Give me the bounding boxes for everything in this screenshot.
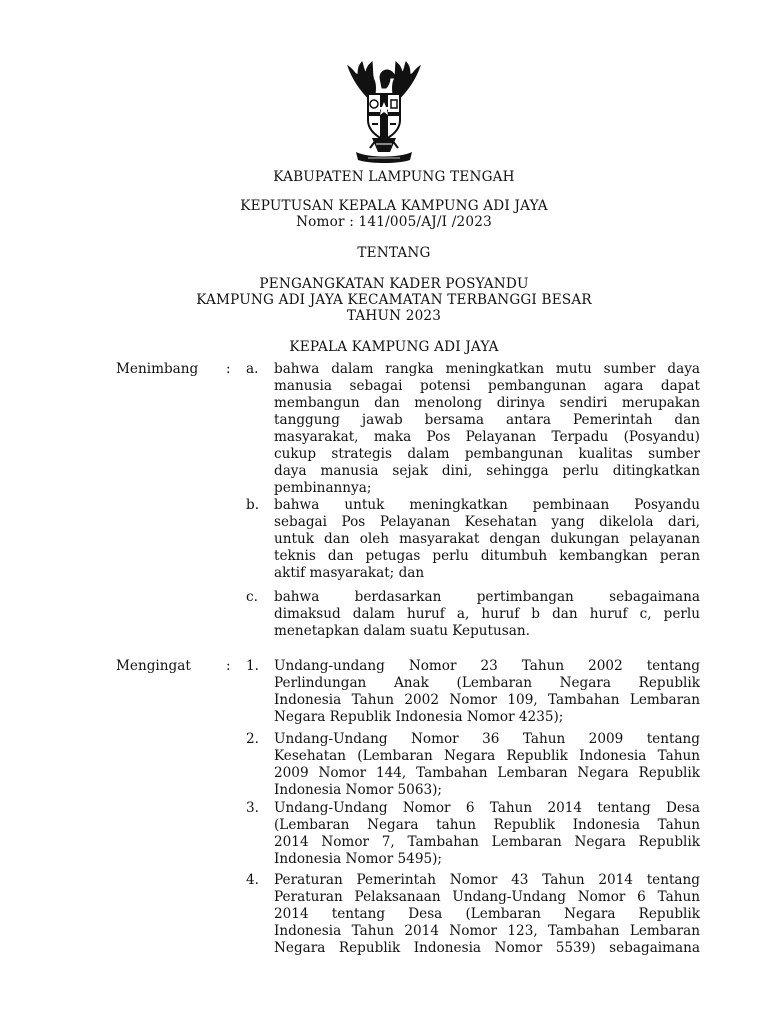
text-line: Undang-Undang Nomor 6 Tahun 2014 tentang Desa [274, 800, 700, 816]
mengingat-marker-3: 3. [246, 800, 259, 816]
mengingat-item-1 [274, 658, 700, 709]
mengingat-item-4 [274, 872, 700, 957]
mengingat-marker-4: 4. [246, 872, 259, 888]
text-line: menetapkan dalam suatu Keputusan. [274, 623, 530, 639]
text-line: aktif masyarakat; dan [274, 565, 425, 581]
text-line: Indonesia Tahun 2002 Nomor 109, Tambahan Lembaran [274, 692, 700, 708]
text-line: 2014 Nomor 7, Tambahan Lembaran Negara Republik [274, 834, 700, 850]
text-line: membangun dan menolong dirinya sendiri merupakan [274, 395, 700, 411]
mengingat-marker-1: 1. [246, 658, 259, 674]
menimbang-marker-a: a. [246, 361, 259, 377]
text-line: masyarakat, maka Pos Pelayanan Terpadu (Posyandu) [274, 429, 700, 445]
text-line: bahwa dalam rangka meningkatkan mutu sumber daya [274, 361, 700, 377]
text-line: cukup strategis dalam pembangunan kualitas sumber [274, 446, 700, 462]
text-line: daya manusia sejak dini, sehingga perlu ditingkatkan [274, 463, 700, 479]
text-line: sebagai Pos Pelayanan Kesehatan yang dikelola dari, [274, 514, 700, 530]
subject-line-1: PENGANGKATAN KADER POSYANDU [259, 276, 529, 292]
mengingat-item-1-end [274, 709, 700, 726]
mengingat-colon: : [226, 658, 231, 674]
menimbang-item-c-end [274, 623, 700, 640]
mengingat-item-3-end [274, 851, 700, 868]
menimbang-colon: : [226, 361, 231, 377]
text-line: tanggung jawab bersama antara Pemerintah dan [274, 412, 700, 428]
issuer-heading: KEPALA KAMPUNG ADI JAYA [289, 339, 499, 355]
subject-line-3: TAHUN 2023 [346, 308, 442, 324]
text-line: Undang-undang Nomor 23 Tahun 2002 tentang [274, 658, 700, 674]
text-line: manusia sebagai potensi pembangunan agara dapat [274, 378, 700, 394]
menimbang-item-b [274, 497, 700, 565]
text-line: Perlindungan Anak (Lembaran Negara Republik [274, 675, 700, 691]
mengingat-label: Mengingat [116, 658, 191, 674]
text-line: untuk dan oleh masyarakat dengan dukungan pelayanan [274, 531, 700, 547]
text-line: Indonesia Nomor 5495); [274, 851, 443, 867]
menimbang-marker-c: c. [246, 589, 258, 605]
menimbang-item-b-end [274, 565, 700, 582]
text-line: 2009 Nomor 144, Tambahan Lembaran Negara Republik [274, 765, 700, 781]
mengingat-marker-2: 2. [246, 731, 259, 747]
text-line: 2014 tentang Desa (Lembaran Negara Republik [274, 906, 700, 922]
text-line: Indonesia Tahun 2014 Nomor 123, Tambahan Lembaran [274, 923, 700, 939]
text-line: Negara Republik Indonesia Nomor 5539) sebagaimana [274, 940, 700, 956]
decree-number: Nomor : 141/005/AJ/I /2023 [296, 214, 492, 230]
text-line: teknis dan petugas perlu ditumbuh kembangkan peran [274, 548, 700, 564]
mengingat-item-2-end [274, 782, 700, 799]
garuda-emblem-icon [340, 60, 428, 168]
text-line: Indonesia Nomor 5063); [274, 782, 443, 798]
decree-title: KEPUTUSAN KEPALA KAMPUNG ADI JAYA [240, 198, 548, 214]
text-line: pembinannya; [274, 480, 372, 496]
text-line: Peraturan Pemerintah Nomor 43 Tahun 2014 tentang [274, 872, 700, 888]
about-heading: TENTANG [357, 245, 431, 261]
text-line: Kesehatan (Lembaran Negara Republik Indonesia Tahun [274, 748, 700, 764]
text-line: dimaksud dalam huruf a, huruf b dan huruf c, perlu [274, 606, 700, 622]
mengingat-item-2 [274, 731, 700, 782]
text-line: Peraturan Pelaksanaan Undang-Undang Nomor 6 Tahun [274, 889, 700, 905]
menimbang-item-c [274, 589, 700, 623]
regency-heading: KABUPATEN LAMPUNG TENGAH [273, 169, 515, 185]
subject-line-2: KAMPUNG ADI JAYA KECAMATAN TERBANGGI BESAR [196, 292, 592, 308]
text-line: Negara Republik Indonesia Nomor 4235); [274, 709, 564, 725]
menimbang-marker-b: b. [246, 497, 260, 513]
text-line: bahwa berdasarkan pertimbangan sebagaimana [274, 589, 700, 605]
mengingat-item-3 [274, 800, 700, 851]
menimbang-item-a [274, 361, 700, 480]
text-line: (Lembaran Negara tahun Republik Indonesia Tahun [274, 817, 700, 833]
text-line: Undang-Undang Nomor 36 Tahun 2009 tentang [274, 731, 700, 747]
menimbang-item-a-end [274, 480, 700, 497]
menimbang-label: Menimbang [116, 361, 199, 377]
text-line: bahwa untuk meningkatkan pembinaan Posyandu [274, 497, 700, 513]
